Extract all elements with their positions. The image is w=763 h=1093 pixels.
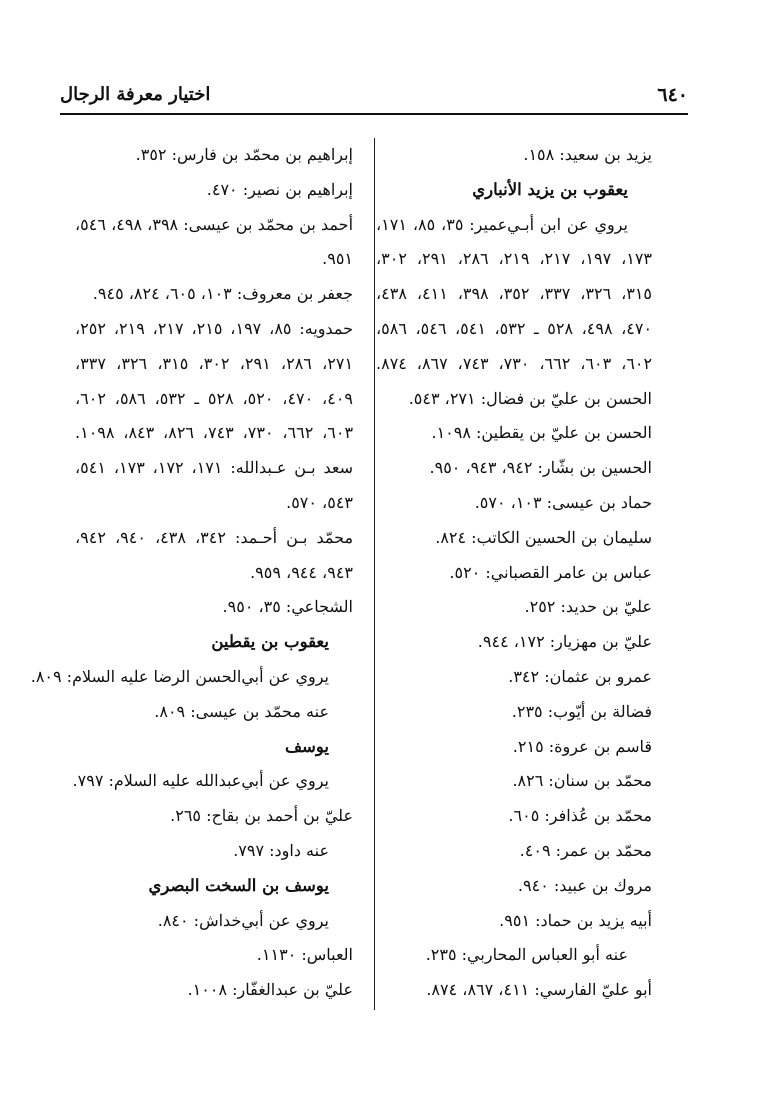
header-rule bbox=[60, 113, 688, 115]
index-entry: ١٧٣، ١٩٧، ٢١٧، ٢١٩، ٢٨٦، ٢٩١، ٣٠٢، bbox=[376, 249, 653, 269]
section-heading: يوسف bbox=[284, 736, 329, 756]
index-entry: إبراهيم بن نصير: ٤٧٠. bbox=[206, 179, 353, 199]
index-entry: ٤٧٠، ٤٩٨، ٥٢٨ ـ ٥٣٢، ٥٤١، ٥٤٦، ٥٨٦، bbox=[376, 318, 653, 338]
index-entry: يروي عن أبي‌الحسن الرضا عليه السلام: ٨٠٩. bbox=[30, 666, 329, 686]
index-entry: عنه أبو العباس المحاربي: ٢٣٥. bbox=[425, 945, 628, 965]
index-entry: ٥٤٣، ٥٧٠. bbox=[286, 492, 353, 512]
index-entry: محمّد بـن أحـمد: ٣٤٢، ٤٣٨، ٩٤٠، ٩٤٢، bbox=[75, 527, 354, 547]
section-heading: يوسف بن السخت البصري bbox=[148, 875, 329, 895]
index-entry: يروي عن ابن أبـي‌عمير: ٣٥، ٨٥، ١٧١، bbox=[376, 214, 629, 234]
index-entry: حماد بن عيسى: ١٠٣، ٥٧٠. bbox=[474, 492, 652, 512]
book-title: اختيار معرفة الرجال bbox=[60, 84, 211, 105]
index-entry: ٤٠٩، ٤٧٠، ٥٢٠، ٥٢٨ ـ ٥٣٢، ٥٨٦، ٦٠٢، bbox=[75, 388, 353, 408]
index-entry: عليّ بن عبدالغفّار: ١٠٠٨. bbox=[187, 980, 353, 1000]
index-entry: عليّ بن مهزيار: ١٧٢، ٩٤٤. bbox=[477, 632, 652, 652]
index-entry: ٢٧١، ٢٨٦، ٢٩١، ٣٠٢، ٣١٥، ٣٢٦، ٣٣٧، bbox=[75, 353, 354, 373]
index-entry: أبيه يزيد بن حماد: ٩٥١. bbox=[499, 910, 652, 930]
index-entry: الحسن بن عليّ بن يقطين: ١٠٩٨. bbox=[431, 423, 652, 443]
index-entry: ٦٠٣، ٦٦٢، ٧٣٠، ٧٤٣، ٨٢٦، ٨٤٣، ١٠٩٨. bbox=[75, 423, 354, 443]
section-heading: يعقوب بن يقطين bbox=[211, 632, 329, 652]
index-entry: عمرو بن عثمان: ٣٤٢. bbox=[508, 666, 652, 686]
index-entry: الحسن بن عليّ بن فضال: ٢٧١، ٥٤٣. bbox=[408, 388, 652, 408]
index-entry: عنه محمّد بن عيسى: ٨٠٩. bbox=[154, 701, 329, 721]
index-entry: يروي عن أبي‌عبدالله عليه السلام: ٧٩٧. bbox=[72, 771, 329, 791]
index-entry: ٣١٥، ٣٢٦، ٣٣٧، ٣٥٢، ٣٩٨، ٤١١، ٤٣٨، bbox=[376, 284, 653, 304]
index-entry: جعفر بن معروف: ١٠٣، ٦٠٥، ٨٢٤، ٩٤٥. bbox=[92, 284, 353, 304]
index-entry: الشجاعي: ٣٥، ٩٥٠. bbox=[222, 597, 353, 617]
index-entry: محمّد بن سنان: ٨٢٦. bbox=[512, 771, 652, 791]
index-entry: يروي عن أبي‌خداش: ٨٤٠. bbox=[157, 910, 329, 930]
index-entry: حمدويه: ٨٥، ١٩٧، ٢١٥، ٢١٧، ٢١٩، ٢٥٢، bbox=[75, 318, 354, 338]
index-entry: فضالة بن أيّوب: ٢٣٥. bbox=[511, 701, 652, 721]
index-entry: قاسم بن عروة: ٢١٥. bbox=[512, 736, 652, 756]
index-entry: إبراهيم بن محمّد بن فارس: ٣٥٢. bbox=[135, 145, 353, 164]
index-entry: ٩٥١. bbox=[322, 249, 353, 269]
index-entry: يزيد بن سعيد: ١٥٨. bbox=[523, 145, 652, 164]
index-entry: عليّ بن حديد: ٢٥٢. bbox=[524, 597, 652, 617]
index-entry: أبو عليّ الفارسي: ٤١١، ٨٦٧، ٨٧٤. bbox=[426, 980, 652, 1000]
index-entry: محمّد بن عمر: ٤٠٩. bbox=[519, 840, 652, 860]
index-entry: عليّ بن أحمد بن بقاح: ٢٦٥. bbox=[170, 806, 353, 826]
index-entry: سعد بـن عـبدالله: ١٧١، ١٧٢، ١٧٣، ٥٤١، bbox=[75, 458, 354, 478]
index-entry: عنه داود: ٧٩٧. bbox=[233, 840, 329, 860]
index-entry: سليمان بن الحسين الكاتب: ٨٢٤. bbox=[435, 527, 652, 547]
index-entry: عباس بن عامر القصباني: ٥٢٠. bbox=[449, 562, 652, 582]
column-divider bbox=[374, 138, 375, 1010]
left-column bbox=[30, 138, 354, 1008]
index-entry: محمّد بن عُذافر: ٦٠٥. bbox=[508, 806, 652, 826]
page-number: ٦٤٠ bbox=[657, 84, 688, 106]
index-entry: ٩٤٣، ٩٤٤، ٩٥٩. bbox=[250, 562, 353, 582]
index-entry: العباس: ١١٣٠. bbox=[256, 945, 353, 965]
right-column bbox=[376, 138, 652, 1008]
page-header bbox=[60, 84, 688, 112]
index-entry: ٦٠٢، ٦٠٣، ٦٦٢، ٧٣٠، ٧٤٣، ٨٦٧، ٨٧٤. bbox=[376, 353, 653, 373]
index-entry: الحسين بن بشّار: ٩٤٢، ٩٤٣، ٩٥٠. bbox=[429, 458, 652, 478]
index-entry: مروك بن عبيد: ٩٤٠. bbox=[517, 875, 652, 895]
section-heading: يعقوب بن يزيد الأنباري bbox=[472, 179, 628, 199]
index-entry: أحمد بن محمّد بن عيسى: ٣٩٨، ٤٩٨، ٥٤٦، bbox=[75, 214, 354, 234]
